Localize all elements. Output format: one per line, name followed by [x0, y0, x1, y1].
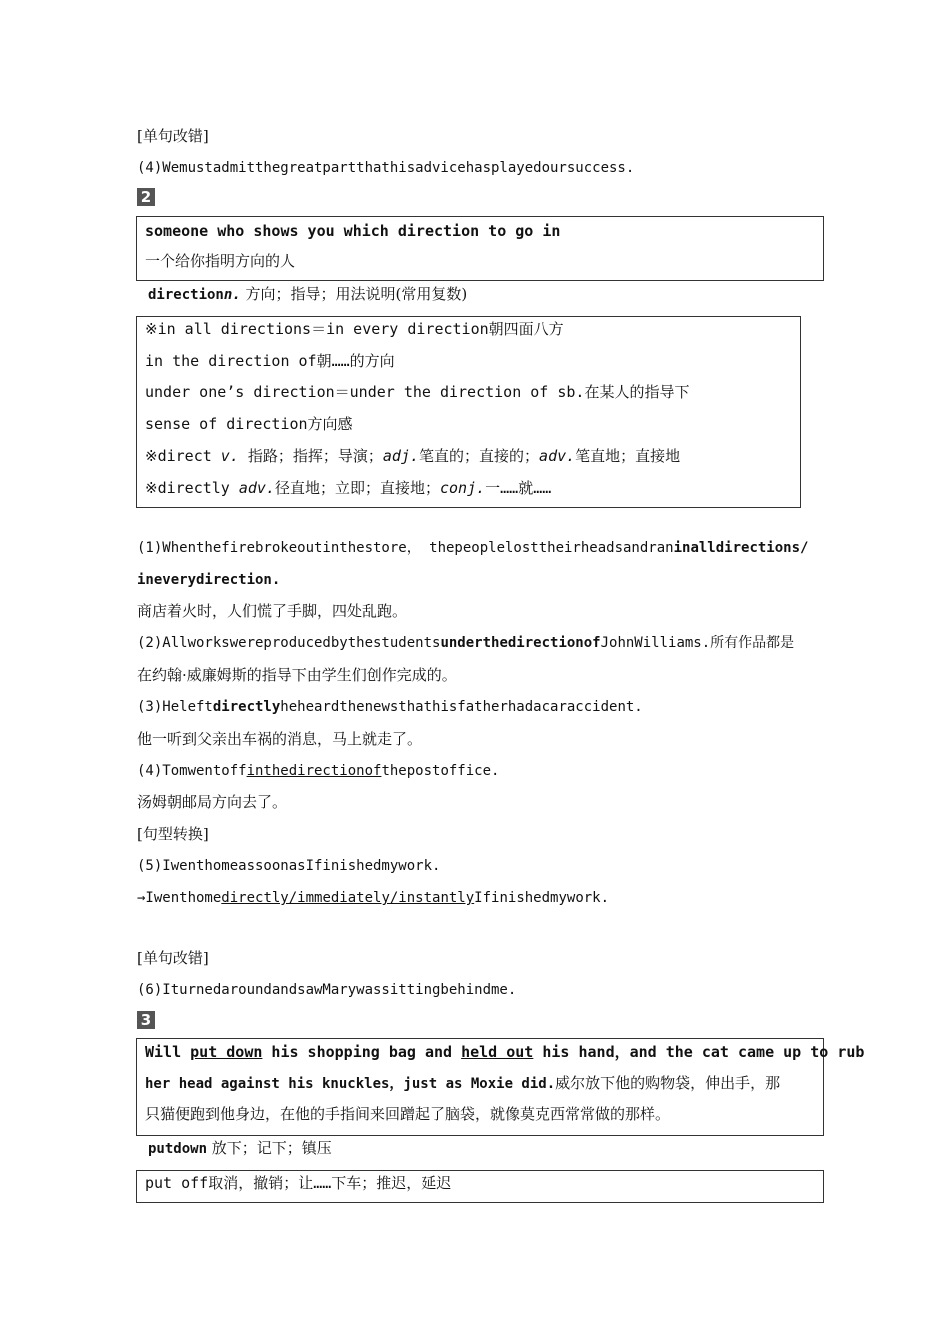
- example-answer: directly: [212, 699, 281, 715]
- example-4-translation: 汤姆朝邮局方向去了。: [137, 793, 288, 811]
- conj-meaning: 一……就……: [485, 479, 552, 497]
- headword-line: [148, 284, 467, 305]
- example-text: heheardthenewsthathisfatherhadacaraccident.: [280, 699, 643, 715]
- part-of-speech: n.: [223, 287, 241, 303]
- phrase-highlight: held out: [461, 1043, 534, 1061]
- headword: direction: [148, 287, 224, 303]
- error-correction-heading-2: [单句改错]: [137, 949, 209, 967]
- definition-english: [145, 221, 560, 241]
- example-text: JohnWilliams.所有作品都是: [600, 635, 795, 651]
- phrase-item: ※in all directions＝in every direction朝四面八方: [145, 320, 564, 338]
- example-text: thepostoffice.: [381, 763, 500, 779]
- sentence-translation: 威尔放下他的购物袋，伸出手，那: [555, 1074, 781, 1092]
- sentence-text: his shopping bag and: [262, 1043, 462, 1061]
- directly-word-forms: [145, 478, 551, 498]
- error-correction-heading: [单句改错]: [137, 127, 209, 145]
- pos-adj: adj.: [382, 447, 420, 465]
- example-answer: directly/immediately/instantly: [221, 890, 475, 906]
- example-1-translation: 商店着火时，人们慌了手脚，四处乱跑。: [137, 602, 408, 620]
- pos-adv: adv.: [539, 447, 576, 465]
- phrase-item: under one’s direction＝under the direction of sb.在某人的指导下: [145, 383, 690, 401]
- putoff-phrase: put off取消，撤销；让……下车；推迟，延迟: [145, 1174, 452, 1192]
- adv-meaning: 笔直地；直接地: [575, 447, 681, 465]
- sentence-line-2: [145, 1073, 780, 1094]
- example-1-line-1: [137, 538, 808, 558]
- definition-english-text: someone who shows you which direction to go in: [145, 222, 561, 240]
- headword-meaning: 放下；记下；镇压: [211, 1139, 332, 1157]
- phrase-item: in the direction of朝……的方向: [145, 352, 395, 370]
- example-text: →Iwenthome: [137, 890, 222, 906]
- putoff-box: [136, 1170, 824, 1203]
- sentence-text: her head against his knuckles，just as Moxie did.: [145, 1076, 556, 1092]
- putdown-line: [148, 1138, 332, 1159]
- example-2-translation: 在约翰·威廉姆斯的指导下由学生们创作完成的。: [137, 666, 457, 684]
- pos-adv: adv.: [238, 479, 275, 497]
- sentence-transform-heading: [句型转换]: [137, 825, 209, 843]
- pos-conj: conj.: [440, 479, 486, 497]
- headword: putdown: [148, 1141, 208, 1157]
- verb-meaning: 指路；指挥；导演；: [247, 447, 383, 465]
- phrases-box: [136, 316, 801, 508]
- section-number-badge: 2: [137, 188, 155, 206]
- sentence-line-1: [145, 1042, 864, 1062]
- example-3-line: [137, 697, 643, 717]
- example-5-line: (5)IwenthomeassoonasIfinishedmywork.: [137, 858, 441, 874]
- example-5-answer-line: [137, 888, 609, 908]
- example-text: (1)Whenthefirebrokeoutinthestore， thepeoplelosttheirheadsandran: [137, 540, 674, 556]
- example-answer: inthedirectionof: [246, 763, 382, 779]
- headword-meaning: 方向；指导；用法说明(常用复数): [245, 285, 468, 303]
- example-text: (3)Heleft: [137, 699, 213, 715]
- definition-box: [136, 216, 824, 281]
- sentence-box: [136, 1038, 865, 1136]
- sentence-text: his hand，and the cat came up to rub: [533, 1043, 865, 1061]
- direct-word-forms: [145, 446, 680, 466]
- pos-verb: v.: [220, 447, 239, 465]
- sentence-4: (4)Wemustadmitthegreatpartthathisadvicehasplayedoursuccess.: [137, 160, 635, 176]
- example-text: Ifinishedmywork.: [474, 890, 610, 906]
- example-2-line-1: [137, 633, 794, 653]
- directly-word: ※directly: [145, 479, 230, 497]
- example-text: (2)Allworkswereproducedbythestudents: [137, 635, 441, 651]
- section-number-badge: 3: [137, 1011, 155, 1029]
- sentence-line-3: 只猫便跑到他身边，在他的手指间来回蹭起了脑袋，就像莫克西常常做的那样。: [145, 1105, 671, 1123]
- phrase-highlight: put down: [190, 1043, 263, 1061]
- example-4-line: [137, 761, 499, 781]
- example-answer: inalldirections/: [673, 540, 809, 556]
- example-1-line-2: ineverydirection.: [137, 572, 281, 588]
- sentence-text: Will: [145, 1043, 191, 1061]
- adj-meaning: 笔直的；直接的；: [419, 447, 540, 465]
- definition-chinese: 一个给你指明方向的人: [145, 252, 296, 270]
- adv-meaning: 径直地；立即；直接地；: [274, 479, 440, 497]
- example-3-translation: 他一听到父亲出车祸的消息，马上就走了。: [137, 730, 423, 748]
- example-6-line: (6)IturnedaroundandsawMarywassittingbehindme.: [137, 982, 517, 998]
- example-text: (4)Tomwentoff: [137, 763, 247, 779]
- direct-word: ※direct: [145, 447, 212, 465]
- phrase-item: sense of direction方向感: [145, 415, 353, 433]
- example-answer: underthedirectionof: [440, 635, 601, 651]
